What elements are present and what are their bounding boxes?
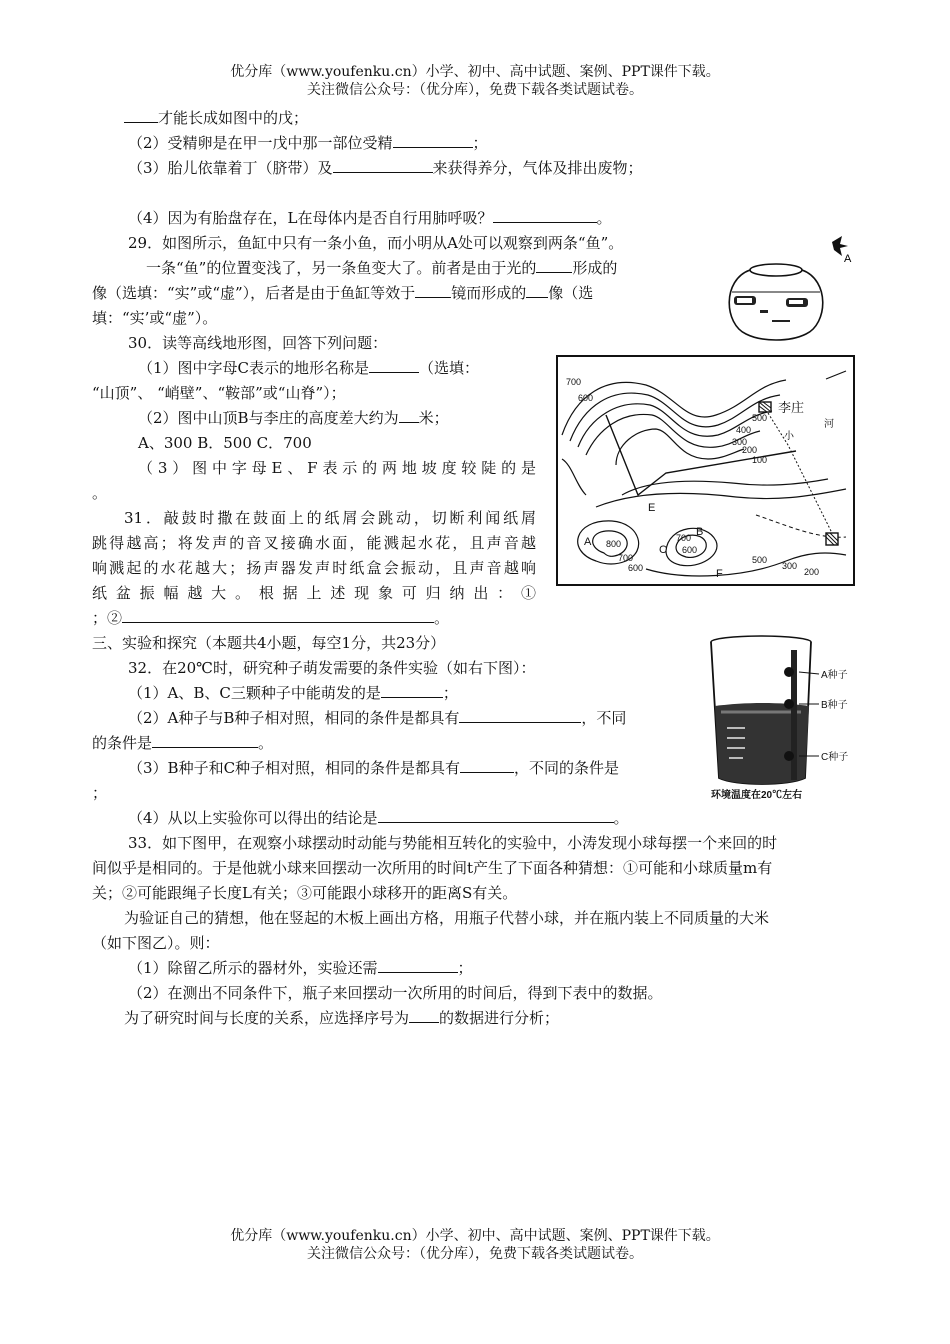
q30-part3-end: 。 <box>92 484 108 502</box>
q31-line3: 响溅起的水花越大；扬声器发声时纸盒会振动，且声音越响 <box>92 559 536 577</box>
seed-c-label: C种子 <box>821 752 849 763</box>
seed-b-label: B种子 <box>821 700 848 711</box>
q29-line2: 一条“鱼”的位置变浅了，另一条鱼变大了。前者是由于光的 形成的 <box>146 259 618 277</box>
road-label: 小 <box>784 431 794 442</box>
contour-label: 600 <box>682 545 698 555</box>
answer-blank[interactable] <box>399 407 419 423</box>
answer-blank[interactable] <box>378 957 458 973</box>
answer-blank[interactable] <box>393 132 473 148</box>
contour-label: 800 <box>606 539 622 549</box>
answer-blank[interactable] <box>381 682 443 698</box>
answer-blank[interactable] <box>460 757 514 773</box>
contour-map <box>556 355 856 587</box>
q30-part2: （2）图中山顶B与李庄的高度差大约为 米； <box>138 409 449 427</box>
fishbowl-figure <box>726 232 854 344</box>
q29-line3: 像（选填：“实”或“虚”），后者是由于鱼缸等效于 镜而形成的 像（选 <box>92 284 594 302</box>
answer-blank[interactable] <box>526 282 548 298</box>
seed-beaker-figure <box>705 632 865 804</box>
contour-label: 600 <box>578 393 594 403</box>
contour-label: 700 <box>676 533 692 543</box>
contour-label: 400 <box>736 425 752 435</box>
q33-line2: 间似乎是相同的。于是他就小球来回摆动一次所用的时间t产生了下面各种猜想：①可能和小球质量m有 <box>92 859 773 877</box>
answer-blank[interactable] <box>459 707 581 723</box>
q28-continuation: 才能长成如图中的戊； <box>124 107 308 129</box>
q30-line1: 30．读等高线地形图，回答下列问题： <box>128 334 388 352</box>
page-footer-line2: 关注微信公众号：（优分库），免费下载各类试题试卷。 <box>307 1246 643 1262</box>
q33-line5: （如下图乙）。则： <box>92 934 220 952</box>
answer-blank[interactable] <box>369 357 419 373</box>
point-b-label: B <box>696 526 704 538</box>
seed-a-icon <box>784 667 794 677</box>
q32-part2: （2）A种子与B种子相对照，相同的条件是都具有 ，不同 <box>128 709 627 727</box>
q32-part4: （4）从以上实验你可以得出的结论是 。 <box>128 809 629 827</box>
q32-line1: 32．在20℃时，研究种子萌发需要的条件实验（如右下图）： <box>128 659 536 677</box>
answer-blank[interactable] <box>409 1007 439 1023</box>
q33-line4: 为验证自己的猜想，他在竖起的木板上画出方格，用瓶子代替小球，并在瓶内装上不同质量的大米 <box>124 909 770 927</box>
point-a-label: A <box>844 253 852 265</box>
q33-part3: 为了研究时间与长度的关系，应选择序号为 的数据进行分析； <box>124 1009 560 1027</box>
point-c-label: C <box>659 544 667 556</box>
seed-b-icon <box>784 699 794 709</box>
seed-c-icon <box>784 751 794 761</box>
q32-part3: （3）B种子和C种子相对照，相同的条件是都具有 ，不同的条件是 <box>128 759 620 777</box>
q32-part2-cont: 的条件是 。 <box>92 734 274 752</box>
q31-line2: 跳得越高；将发声的音叉接确水面，能溅起水花，且声音越 <box>92 534 536 552</box>
contour-label: 500 <box>752 555 768 565</box>
q29-line4: 填：“实’或“虚”）。 <box>92 309 218 327</box>
contour-label: 200 <box>742 445 758 455</box>
point-e-label: E <box>648 502 656 514</box>
q28-part3: （3）胎儿依靠着丁（脐带）及 来获得养分，气体及排出废物； <box>128 159 643 177</box>
contour-label: 500 <box>752 413 768 423</box>
q30-part2-options: A、300 B．500 C．700 <box>138 434 312 452</box>
contour-label: 700 <box>618 553 634 563</box>
point-a-label: A <box>584 536 592 548</box>
point-f-label: F <box>716 568 723 580</box>
q31-line5: ；② 。 <box>92 609 450 627</box>
q30-part1-options: “山顶”、 “峭壁”、“鞍部”或“山脊”）； <box>92 384 346 402</box>
q31-line4: 纸盆振幅越大。根据上述现象可归纳出：① <box>92 584 536 602</box>
answer-blank[interactable] <box>493 207 597 223</box>
q28-part2: （2）受精卵是在甲一戊中那一部位受精 ； <box>128 134 488 152</box>
river-label: 河 <box>824 419 834 430</box>
q29-line1: 29．如图所示，鱼缸中只有一条小鱼，而小明从A处可以观察到两条“鱼”。 <box>128 234 624 252</box>
answer-blank[interactable] <box>378 807 614 823</box>
section-3-heading: 三、实验和探究（本题共4小题，每空1分，共23分） <box>92 634 446 652</box>
contour-label: 700 <box>566 377 582 387</box>
page-header-line2: 关注微信公众号：（优分库），免费下载各类试题试卷。 <box>307 82 643 98</box>
page-footer-line1: 优分库（www.youfenku.cn）小学、初中、高中试题、案例、PPT课件下载。 <box>230 1228 720 1244</box>
answer-blank[interactable] <box>124 107 158 123</box>
q33-part2: （2）在测出不同条件下，瓶子来回摆动一次所用的时间后，得到下表中的数据。 <box>128 984 663 1002</box>
contour-label: 300 <box>782 561 798 571</box>
fish-image-small <box>786 298 808 307</box>
fish-image-large <box>734 296 756 305</box>
q31-line1: 31．敲鼓时撒在鼓面上的纸屑会跳动，切断利闻纸屑 <box>124 509 536 527</box>
village-label: 李庄 <box>778 400 805 415</box>
beaker-caption: 环境温度在20℃左右 <box>711 790 803 801</box>
contour-label: 600 <box>628 563 644 573</box>
q30-part1: （1）图中字母C表示的地形名称是 （选填： <box>138 359 480 377</box>
answer-blank[interactable] <box>536 257 572 273</box>
q28-part4: （4）因为有胎盘存在，L在母体内是否自行用肺呼吸？ 。 <box>128 209 612 227</box>
q33-line1: 33．如下图甲，在观察小球摆动时动能与势能相互转化的实验中，小涛发现小球每摆一个来回的时 <box>128 834 778 852</box>
q32-part3-end: ； <box>92 784 108 802</box>
q30-part3: （3）图中字母E、F表示的两地坡度较陡的是 <box>138 459 536 477</box>
contour-label: 200 <box>804 567 820 577</box>
contour-label: 300 <box>732 437 748 447</box>
seed-a-label: A种子 <box>821 670 848 681</box>
contour-label: 100 <box>752 455 768 465</box>
q33-part1: （1）除留乙所示的器材外，实验还需 ； <box>128 959 473 977</box>
page-header-line1: 优分库（www.youfenku.cn）小学、初中、高中试题、案例、PPT课件下载。 <box>230 64 720 80</box>
q33-line3: 关；②可能跟绳子长度L有关；③可能跟小球移开的距离S有关。 <box>92 884 518 902</box>
answer-blank[interactable] <box>152 732 258 748</box>
answer-blank[interactable] <box>415 282 451 298</box>
answer-blank[interactable] <box>333 157 433 173</box>
answer-blank[interactable] <box>122 607 434 623</box>
q32-part1: （1）A、B、C三颗种子中能萌发的是 ； <box>128 684 458 702</box>
